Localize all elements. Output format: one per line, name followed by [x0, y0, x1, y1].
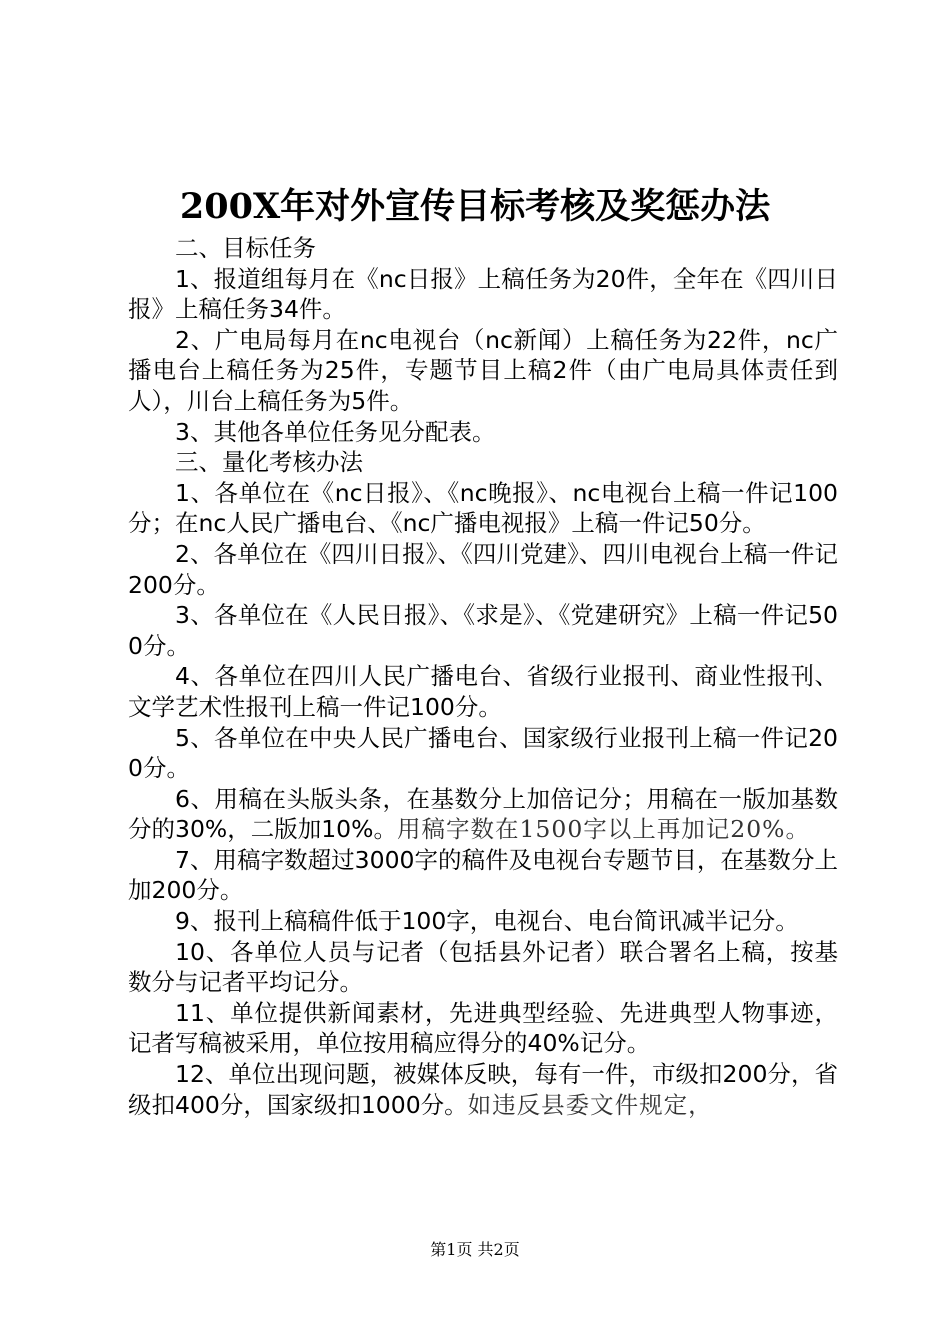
- paragraph-text: 9、报刊上稿稿件低于100字，电视台、电台简讯减半记分。: [175, 907, 799, 936]
- document-body: [128, 233, 838, 1120]
- paragraph: [128, 478, 838, 539]
- paragraph-text: 1、报道组每月在《nc日报》上稿任务为20件，全年在《四川日报》上稿任务34件。: [128, 264, 838, 324]
- paragraph-extra-text: 用稿字数在1500字以上再加记20%。: [396, 815, 811, 844]
- paragraph: [128, 539, 838, 600]
- paragraph-text: 2、各单位在《四川日报》、《四川党建》、四川电视台上稿一件记200分。: [128, 539, 838, 599]
- paragraph-text: 三、量化考核办法: [175, 448, 363, 477]
- paragraph: [128, 845, 838, 906]
- paragraph-text: 6、用稿在头版头条，在基数分上加倍记分；用稿在一版加基数分的30%，二版加10%。: [128, 784, 838, 844]
- paragraph: [128, 1059, 838, 1120]
- paragraph: [128, 784, 838, 845]
- paragraph-text: 1、各单位在《nc日报》、《nc晚报》、nc电视台上稿一件记100分；在nc人民广播电台、《nc广播电视报》上稿一件记50分。: [128, 478, 838, 538]
- paragraph: [128, 264, 838, 325]
- paragraph-text: 4、各单位在四川人民广播电台、省级行业报刊、商业性报刊、文学艺术性报刊上稿一件记100分。: [128, 662, 838, 721]
- paragraph: [128, 661, 838, 722]
- paragraph: [128, 447, 838, 478]
- paragraph: [128, 906, 838, 937]
- paragraph-extra-text: 如违反县委文件规定，: [467, 1090, 713, 1119]
- paragraph-text: 11、单位提供新闻素材，先进典型经验、先进典型人物事迹，记者写稿被采用，单位按用稿应得分的40%记分。: [128, 998, 838, 1058]
- paragraph: [128, 417, 838, 448]
- paragraph: [128, 998, 838, 1059]
- paragraph-text: 2、广电局每月在nc电视台（nc新闻）上稿任务为22件，nc广播电台上稿任务为25件，专题节目上稿2件（由广电局具体责任到人），川台上稿任务为5件。: [128, 325, 839, 415]
- paragraph-text: 12、单位出现问题，被媒体反映，每有一件，市级扣200分，省级扣400分，国家级扣1000分。: [128, 1060, 838, 1119]
- page-footer: 第1页 共2页: [430, 1240, 520, 1259]
- paragraph-text: 3、各单位在《人民日报》、《求是》、《党建研究》上稿一件记500分。: [128, 601, 838, 660]
- paragraph: [128, 325, 838, 417]
- paragraph: [128, 233, 838, 264]
- paragraph-text: 二、目标任务: [175, 234, 316, 262]
- paragraph-text: 10、各单位人员与记者（包括县外记者）联合署名上稿，按基数分与记者平均记分。: [128, 937, 838, 997]
- paragraph: [128, 600, 838, 661]
- paragraph: [128, 937, 838, 998]
- paragraph-text: 7、用稿字数超过3000字的稿件及电视台专题节目，在基数分上加200分。: [128, 845, 838, 905]
- document-title: 200X年对外宣传目标考核及奖惩办法: [179, 186, 771, 227]
- paragraph-text: 5、各单位在中央人民广播电台、国家级行业报刊上稿一件记200分。: [128, 723, 838, 783]
- paragraph: [128, 723, 838, 784]
- paragraph-text: 3、其他各单位任务见分配表。: [175, 417, 496, 446]
